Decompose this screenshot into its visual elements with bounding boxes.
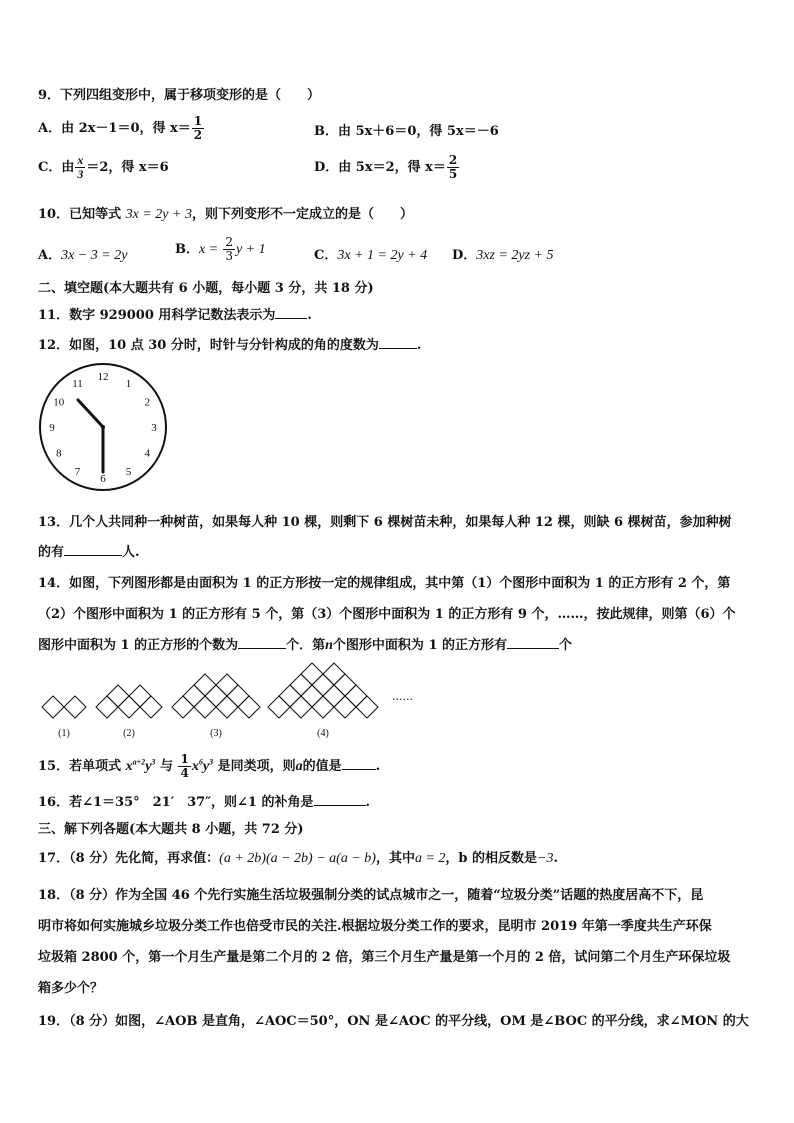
unit-square bbox=[290, 696, 312, 718]
clock-numeral: 1 bbox=[125, 377, 132, 390]
unit-square bbox=[334, 674, 356, 696]
q10-option-a: A．3x − 3 = 2y bbox=[38, 248, 128, 263]
unit-square bbox=[64, 696, 86, 718]
figure-label: (3) bbox=[210, 728, 222, 739]
q19: 19．（8 分）如图，∠AOB 是直角，∠AOC＝50°，ON 是∠AOC 的平分线，OM 是∠BOC 的平分线，求∠MON 的大 bbox=[38, 1014, 749, 1029]
unit-square bbox=[107, 685, 129, 707]
q14-line-1: 14．如图，下列图形都是由面积为 1 的正方形按一定的规律组成，其中第（1）个图形中面积为 1 的正方形有 2 个，第 bbox=[38, 576, 731, 591]
q9-option-a: A．由 2x－1＝0，得 x＝ $\frac{1}{2}$ bbox=[38, 114, 203, 142]
q10-option-b: B．x = $\frac{2}{3}$ y + 1 bbox=[175, 235, 266, 263]
unit-square bbox=[301, 663, 323, 685]
q13-line-1: 13．几个人共同种一种树苗，如果每人种 10 棵，则剩下 6 棵树苗未种，如果每人种 12 棵，则缺 6 棵树苗，参加种树 bbox=[38, 515, 732, 530]
unit-square bbox=[279, 685, 301, 707]
unit-square bbox=[129, 685, 151, 707]
clock-numeral: 9 bbox=[49, 422, 55, 434]
q12: 12．如图，10 点 30 分时，时针与分针构成的角的度数为 . bbox=[38, 338, 422, 353]
unit-square bbox=[345, 685, 367, 707]
clock-numeral: 12 bbox=[97, 371, 109, 383]
q16: 16．若∠1＝35° 21′ 37″，则∠1 的补角是 . bbox=[38, 795, 371, 810]
q9-option-b: B．由 5x＋6＝0，得 5x＝－6 bbox=[314, 124, 499, 139]
q9-option-c: C．由 $\frac{x}{3}$ ＝2，得 x＝6 bbox=[38, 153, 169, 181]
unit-square bbox=[334, 696, 356, 718]
unit-square bbox=[172, 696, 194, 718]
unit-square bbox=[96, 696, 118, 718]
q9-option-d: D．由 5x＝2，得 x＝ $\frac{2}{5}$ bbox=[314, 153, 458, 181]
q18-line-2: 明市将如何实施城乡垃圾分类工作也倍受市民的关注.根据垃圾分类工作的要求，昆明市 2019 年第一季度共生产环保 bbox=[38, 919, 712, 934]
unit-square bbox=[140, 696, 162, 718]
q10-option-c: C．3x + 1 = 2y + 4 bbox=[314, 248, 428, 263]
q13-line-2: 的有 人. bbox=[38, 545, 140, 560]
figure-label: (4) bbox=[317, 728, 329, 739]
q11: 11．数字 929000 用科学记数法表示为 . bbox=[38, 308, 312, 323]
q9-stem: 9．下列四组变形中，属于移项变形的是（ ） bbox=[38, 88, 321, 103]
q17: 17．（8 分）先化简，再求值：(a + 2b)(a − 2b) − a(a − b)，其中a = 2，b 的相反数是−3. bbox=[38, 851, 559, 866]
q18-line-3: 垃圾箱 2800 个，第一个月生产量是第二个月的 2 倍，第三个月生产量是第一个月的 2 倍，试问第二个月生产环保垃圾 bbox=[38, 950, 731, 965]
unit-square bbox=[323, 685, 345, 707]
unit-square bbox=[301, 685, 323, 707]
clock-numeral: 6 bbox=[100, 473, 106, 485]
unit-square bbox=[216, 674, 238, 696]
clock-numeral: 4 bbox=[144, 447, 150, 460]
unit-square bbox=[268, 696, 290, 718]
q14-line-2: （2）个图形中面积为 1 的正方形有 5 个，第（3）个图形中面积为 1 的正方形有 9 个，……，按此规律，则第（6）个 bbox=[38, 607, 736, 622]
q18-line-1: 18．（8 分）作为全国 46 个先行实施生活垃圾强制分类的试点城市之一，随着“垃圾分类”话题的热度居高不下，昆 bbox=[38, 888, 704, 903]
unit-square bbox=[194, 696, 216, 718]
q10-stem: 10．已知等式 3x = 2y + 3，则下列变形不一定成立的是（ ） bbox=[38, 207, 413, 222]
unit-square bbox=[183, 685, 205, 707]
unit-square bbox=[227, 685, 249, 707]
clock-numeral: 10 bbox=[53, 396, 65, 409]
unit-square bbox=[42, 696, 64, 718]
clock-numeral: 2 bbox=[144, 396, 150, 409]
unit-square bbox=[205, 685, 227, 707]
square-pattern-figure bbox=[38, 660, 438, 742]
unit-square bbox=[356, 696, 378, 718]
clock-numeral: 11 bbox=[72, 377, 83, 390]
clock-figure bbox=[34, 360, 174, 496]
unit-square bbox=[323, 663, 345, 685]
section-2-heading: 二、填空题(本大题共有 6 小题，每小题 3 分，共 18 分) bbox=[38, 281, 374, 296]
clock-numeral: 3 bbox=[151, 422, 157, 434]
unit-square bbox=[238, 696, 260, 718]
q10-option-d: D．3xz = 2yz + 5 bbox=[452, 248, 554, 263]
figure-label: (1) bbox=[58, 728, 70, 739]
unit-square bbox=[312, 696, 334, 718]
q15: 15．若单项式 $x^{a+2}y^3$ 与 $\frac{1}{4}$ $x^6y^3$ 是同类项，则a的值是 . bbox=[38, 752, 381, 780]
clock-numeral: 8 bbox=[56, 447, 62, 460]
pattern-ellipsis: ...... bbox=[392, 690, 413, 703]
q14-line-3: 图形中面积为 1 的正方形的个数为 个．第n个图形中面积为 1 的正方形有 个 bbox=[38, 638, 573, 653]
clock-numeral: 7 bbox=[74, 466, 81, 479]
unit-square bbox=[216, 696, 238, 718]
q18-line-4: 箱多少个？ bbox=[38, 981, 104, 996]
figure-label: (2) bbox=[123, 728, 135, 739]
unit-square bbox=[118, 696, 140, 718]
section-3-heading: 三、解下列各题(本大题共 8 小题，共 72 分) bbox=[38, 822, 304, 837]
clock-numeral: 5 bbox=[125, 466, 132, 479]
unit-square bbox=[194, 674, 216, 696]
unit-square bbox=[290, 674, 312, 696]
unit-square bbox=[312, 674, 334, 696]
